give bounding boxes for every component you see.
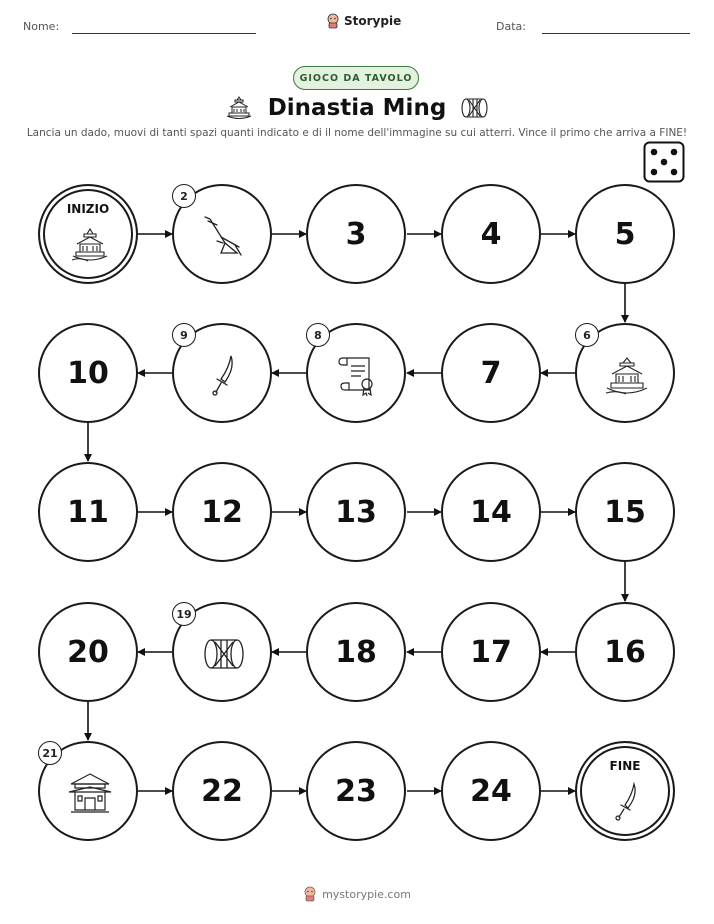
square-14 — [441, 462, 541, 562]
square-number: 5 — [614, 216, 636, 252]
square-12 — [172, 462, 272, 562]
page-title: Dinastia Ming — [267, 95, 447, 121]
square-22 — [172, 741, 272, 841]
square-number: 7 — [480, 355, 502, 391]
square-number: 20 — [67, 634, 109, 670]
square-number: 13 — [335, 494, 377, 530]
square-number: 21 — [38, 741, 62, 765]
temple-icon — [67, 770, 113, 816]
square-2 — [172, 184, 272, 284]
square-10 — [38, 323, 138, 423]
square-number: 24 — [470, 773, 512, 809]
square-number: 6 — [575, 323, 599, 347]
brand-name: Storypie — [344, 14, 402, 28]
palace-icon — [604, 352, 650, 398]
square-number: 22 — [201, 773, 243, 809]
sword-icon — [607, 781, 647, 821]
square-number: 9 — [172, 323, 196, 347]
square-6 — [575, 323, 675, 423]
square-number: 12 — [201, 494, 243, 530]
square-number: 15 — [604, 494, 646, 530]
square-20 — [38, 602, 138, 702]
square-9 — [172, 323, 272, 423]
mascot-icon — [303, 886, 317, 902]
square-number: 23 — [335, 773, 377, 809]
square-17 — [441, 602, 541, 702]
square-number: 2 — [172, 184, 196, 208]
category-badge: GIOCO DA TAVOLO — [293, 66, 419, 90]
square-23 — [306, 741, 406, 841]
square-21 — [38, 741, 138, 841]
name-label: Nome: — [23, 20, 60, 33]
drum-icon — [201, 631, 247, 677]
instructions: Lancia un dado, muovi di tanti spazi quanti indicato e di il nome dell'immagine su cui atterri. Vince il primo che arriva a FINE! — [26, 127, 688, 139]
sword-icon — [201, 352, 247, 398]
date-label: Data: — [496, 20, 526, 33]
start-square — [38, 184, 138, 284]
square-11 — [38, 462, 138, 562]
square-5 — [575, 184, 675, 284]
square-3 — [306, 184, 406, 284]
square-number: 4 — [480, 216, 502, 252]
scroll-icon — [335, 352, 381, 398]
square-number: 8 — [306, 323, 330, 347]
start-label: INIZIO — [66, 202, 110, 216]
square-16 — [575, 602, 675, 702]
footer-url[interactable]: mystorypie.com — [322, 887, 411, 901]
square-number: 3 — [345, 216, 367, 252]
square-4 — [441, 184, 541, 284]
square-number: 11 — [67, 494, 109, 530]
square-18 — [306, 602, 406, 702]
square-24 — [441, 741, 541, 841]
square-number: 17 — [470, 634, 512, 670]
square-8 — [306, 323, 406, 423]
square-number: 18 — [335, 634, 377, 670]
square-number: 10 — [67, 355, 109, 391]
finish-square — [575, 741, 675, 841]
square-19 — [172, 602, 272, 702]
square-13 — [306, 462, 406, 562]
plow-icon — [201, 213, 247, 259]
square-15 — [575, 462, 675, 562]
square-number: 19 — [172, 602, 196, 626]
square-7 — [441, 323, 541, 423]
footer — [0, 886, 714, 902]
palace-icon — [70, 224, 110, 264]
square-number: 16 — [604, 634, 646, 670]
finish-label: FINE — [609, 759, 641, 773]
square-number: 14 — [470, 494, 512, 530]
